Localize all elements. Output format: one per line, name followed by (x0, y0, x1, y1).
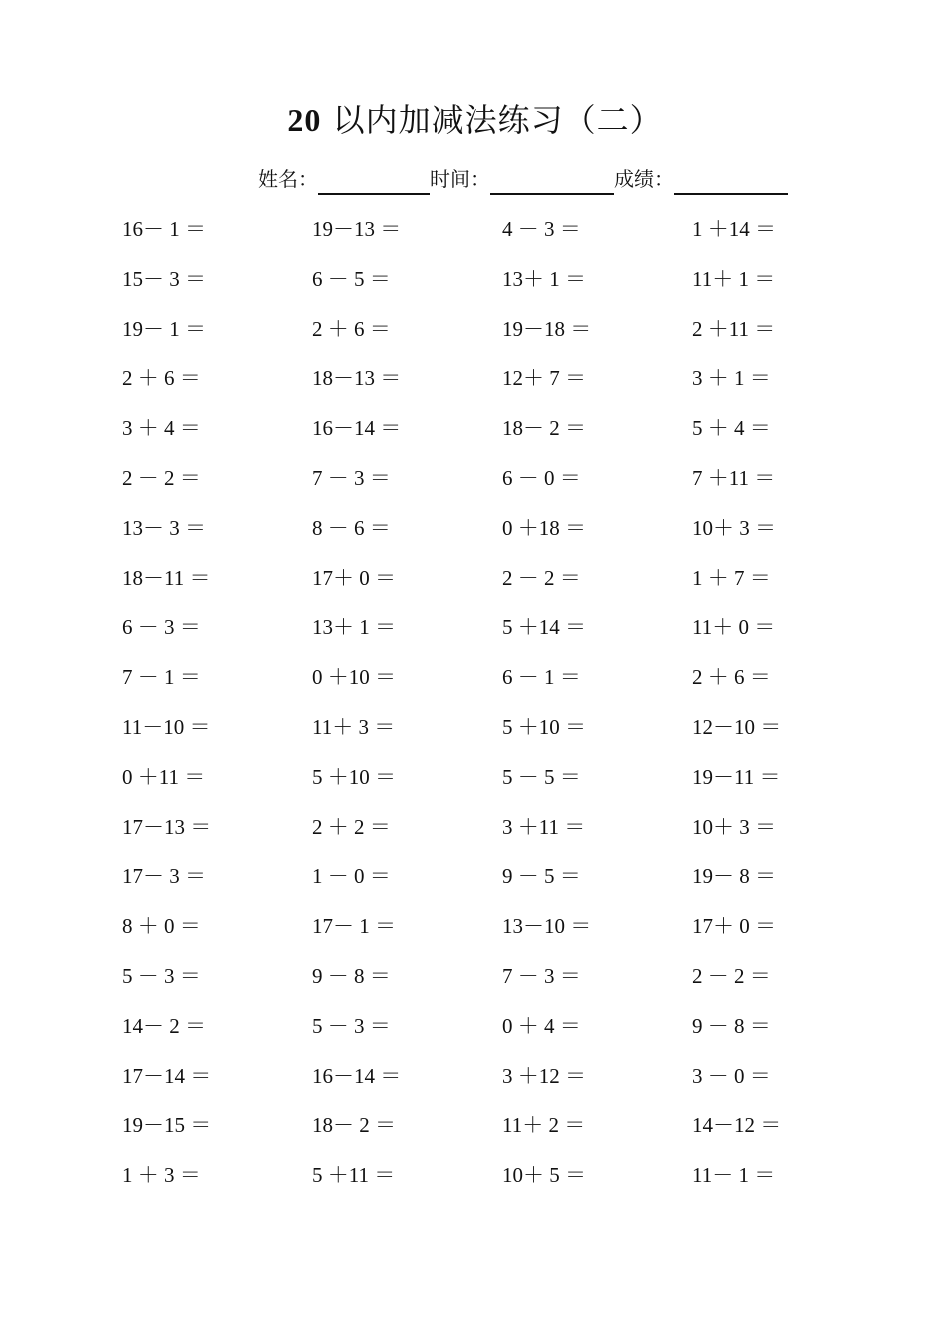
problem-item: 3 ＋ 1 ＝ (692, 366, 771, 391)
problem-item: 5 ＋11 ＝ (312, 1163, 396, 1188)
problem-item: 3 ＋11 ＝ (502, 814, 586, 839)
problem-item: 6 － 1 ＝ (502, 665, 581, 690)
problem-item: 8 ＋ 0 ＝ (122, 914, 201, 939)
problem-item: 18－13 ＝ (312, 366, 402, 391)
problem-item: 19－18 ＝ (502, 316, 592, 341)
problem-item: 1 － 0 ＝ (312, 864, 391, 889)
problem-item: 2 ＋11 ＝ (692, 316, 776, 341)
problem-item: 8 － 6 ＝ (312, 515, 391, 540)
problem-item: 16－14 ＝ (312, 416, 402, 441)
problem-item: 11＋ 3 ＝ (312, 714, 396, 739)
name-blank[interactable] (318, 164, 430, 195)
problem-item: 5 － 3 ＝ (122, 963, 201, 988)
problem-item: 11＋ 0 ＝ (692, 615, 776, 640)
problem-item: 7 － 1 ＝ (122, 665, 201, 690)
problem-item: 2 ＋ 2 ＝ (312, 814, 391, 839)
problem-item: 2 ＋ 6 ＝ (692, 665, 771, 690)
score-blank[interactable] (674, 164, 788, 195)
problem-item: 1 ＋14 ＝ (692, 217, 776, 241)
problem-item: 6 － 3 ＝ (122, 615, 201, 640)
problem-item: 11－ 1 ＝ (692, 1163, 776, 1188)
page-title (0, 96, 950, 144)
problem-item: 1 ＋ 7 ＝ (692, 565, 771, 590)
problem-item: 14－ 2 ＝ (122, 1013, 206, 1038)
problem-item: 13－ 3 ＝ (122, 515, 206, 540)
problem-item: 5 － 5 ＝ (502, 764, 581, 789)
problem-item: 19－11 ＝ (692, 764, 781, 789)
problem-item: 19－13 ＝ (312, 217, 402, 241)
problem-item: 6 － 0 ＝ (502, 465, 581, 490)
problem-item: 11＋ 2 ＝ (502, 1113, 586, 1138)
problem-item: 16－14 ＝ (312, 1063, 402, 1088)
problem-item: 2 ＋ 6 ＝ (312, 316, 391, 341)
problem-item: 3 ＋ 4 ＝ (122, 416, 201, 441)
time-blank[interactable] (490, 164, 614, 195)
problem-item: 17－14 ＝ (122, 1063, 212, 1088)
problem-item: 2 ＋ 6 ＝ (122, 366, 201, 391)
problem-item: 2 － 2 ＝ (692, 963, 771, 988)
problem-item: 13＋ 1 ＝ (502, 266, 586, 291)
problem-item: 10＋ 5 ＝ (502, 1163, 586, 1188)
problem-item: 15－ 3 ＝ (122, 266, 206, 291)
problem-item: 16－ 1 ＝ (122, 217, 206, 241)
name-label: 姓名： (258, 167, 318, 191)
problem-item: 5 － 3 ＝ (312, 1013, 391, 1038)
problem-item: 14－12 ＝ (692, 1113, 782, 1138)
problem-item: 0 ＋10 ＝ (312, 665, 396, 690)
score-label: 成绩： (614, 167, 674, 191)
problem-item: 9 － 5 ＝ (502, 864, 581, 889)
problem-item: 0 ＋ 4 ＝ (502, 1013, 581, 1038)
problem-item: 18－ 2 ＝ (312, 1113, 396, 1138)
problem-item: 17＋ 0 ＝ (312, 565, 396, 590)
problem-item: 9 － 8 ＝ (312, 963, 391, 988)
problem-item: 7 ＋11 ＝ (692, 465, 776, 490)
problem-item: 5 ＋10 ＝ (502, 714, 586, 739)
problem-item: 5 ＋ 4 ＝ (692, 416, 771, 441)
problem-item: 18－11 ＝ (122, 565, 211, 590)
problem-item: 10＋ 3 ＝ (692, 515, 776, 540)
problem-item: 3 － 0 ＝ (692, 1063, 771, 1088)
problem-item: 13＋ 1 ＝ (312, 615, 396, 640)
problem-item: 19－15 ＝ (122, 1113, 212, 1138)
problem-item: 10＋ 3 ＝ (692, 814, 776, 839)
problem-item: 5 ＋14 ＝ (502, 615, 586, 640)
problem-item: 3 ＋12 ＝ (502, 1063, 586, 1088)
problem-item: 11－10 ＝ (122, 714, 211, 739)
problem-item: 6 － 5 ＝ (312, 266, 391, 291)
problem-item: 13－10 ＝ (502, 914, 592, 939)
problem-item: 0 ＋11 ＝ (122, 764, 206, 789)
problem-item: 1 ＋ 3 ＝ (122, 1163, 201, 1188)
problem-item: 17－ 1 ＝ (312, 914, 396, 939)
problem-item: 2 － 2 ＝ (122, 465, 201, 490)
problem-item: 9 － 8 ＝ (692, 1013, 771, 1038)
problem-item: 4 － 3 ＝ (502, 217, 581, 241)
problem-item: 2 － 2 ＝ (502, 565, 581, 590)
problem-item: 12－10 ＝ (692, 714, 782, 739)
title-number: 20 (287, 102, 322, 138)
student-info-row (258, 164, 788, 195)
problem-grid (122, 212, 882, 1208)
problem-item: 17＋ 0 ＝ (692, 914, 776, 939)
time-label: 时间： (430, 167, 490, 191)
problem-item: 5 ＋10 ＝ (312, 764, 396, 789)
problem-item: 12＋ 7 ＝ (502, 366, 586, 391)
problem-item: 7 － 3 ＝ (312, 465, 391, 490)
problem-item: 7 － 3 ＝ (502, 963, 581, 988)
problem-item: 0 ＋18 ＝ (502, 515, 586, 540)
problem-item: 17－ 3 ＝ (122, 864, 206, 889)
problem-item: 18－ 2 ＝ (502, 416, 586, 441)
problem-item: 19－ 8 ＝ (692, 864, 776, 889)
problem-item: 11＋ 1 ＝ (692, 266, 776, 291)
title-text: 以内加减法练习（二） (332, 101, 663, 139)
problem-item: 17－13 ＝ (122, 814, 212, 839)
problem-item: 19－ 1 ＝ (122, 316, 206, 341)
